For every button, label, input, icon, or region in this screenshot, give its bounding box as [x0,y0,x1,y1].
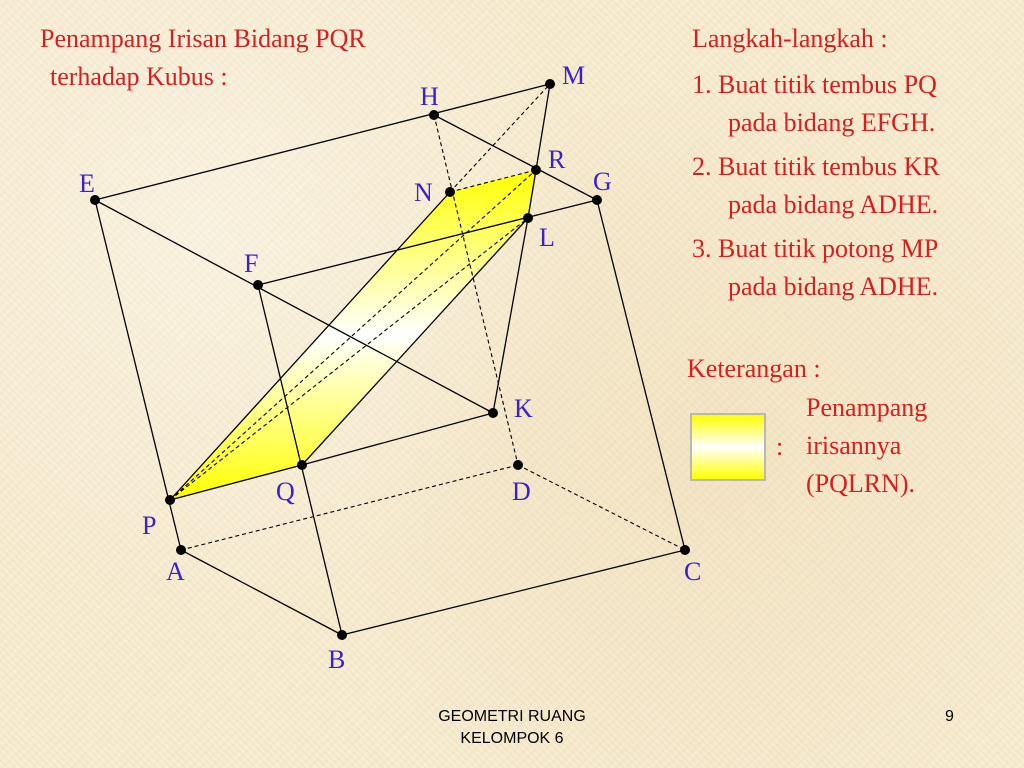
label-m: M [562,61,586,90]
label-b: B [328,645,346,674]
steps-heading: Langkah-langkah : [692,24,888,53]
label-n: N [414,178,433,207]
point-f [253,280,263,290]
point-k [488,408,498,418]
label-f: F [244,249,259,278]
point-d [513,460,523,470]
point-n [445,187,455,197]
point-a [176,545,186,555]
point-h [429,110,439,120]
footer-line-2: KELOMPOK 6 [460,730,564,747]
label-c: C [684,557,702,586]
point-q [297,460,307,470]
page-number: 9 [945,708,954,725]
hidden-edge-dc [518,465,685,550]
step-1-line-1: 1. Buat titik tembus PQ [692,70,937,99]
point-m [545,79,555,89]
legend-line-3: (PQLRN). [806,469,916,498]
line-e-m [95,84,550,200]
label-l: L [539,223,555,252]
step-3-line-1: 3. Buat titik potong MP [692,234,939,263]
point-c [680,545,690,555]
label-a: A [166,557,185,586]
label-d: D [512,477,531,506]
step-3-line-2: pada bidang ADHE. [728,272,939,301]
point-l [523,213,533,223]
point-b [337,630,347,640]
step-2-line-1: 2. Buat titik tembus KR [692,152,940,181]
slide-footer [392,706,632,750]
legend-line-1: Penampang [806,393,928,422]
label-k: K [514,394,533,423]
edge-gc [597,200,685,550]
legend-heading: Keterangan : [687,354,821,383]
step-2-line-2: pada bidang ADHE. [728,190,939,219]
label-r: R [548,145,566,174]
point-r [531,165,541,175]
footer-line-1: GEOMETRI RUANG [438,708,586,725]
title-line-1: Penampang Irisan Bidang PQR [40,24,366,53]
legend-line-2: irisannya [806,431,902,460]
legend-colon: : [776,432,784,461]
point-p [165,495,175,505]
edge-bc [342,550,685,635]
title-line-2: terhadap Kubus : [50,62,228,91]
edge-ab [181,550,342,635]
label-e: E [79,169,95,198]
label-p: P [142,511,157,540]
label-h: H [420,82,439,111]
point-g [592,195,602,205]
label-g: G [593,167,612,196]
step-1-line-2: pada bidang EFGH. [728,108,936,137]
label-q: Q [276,477,295,506]
